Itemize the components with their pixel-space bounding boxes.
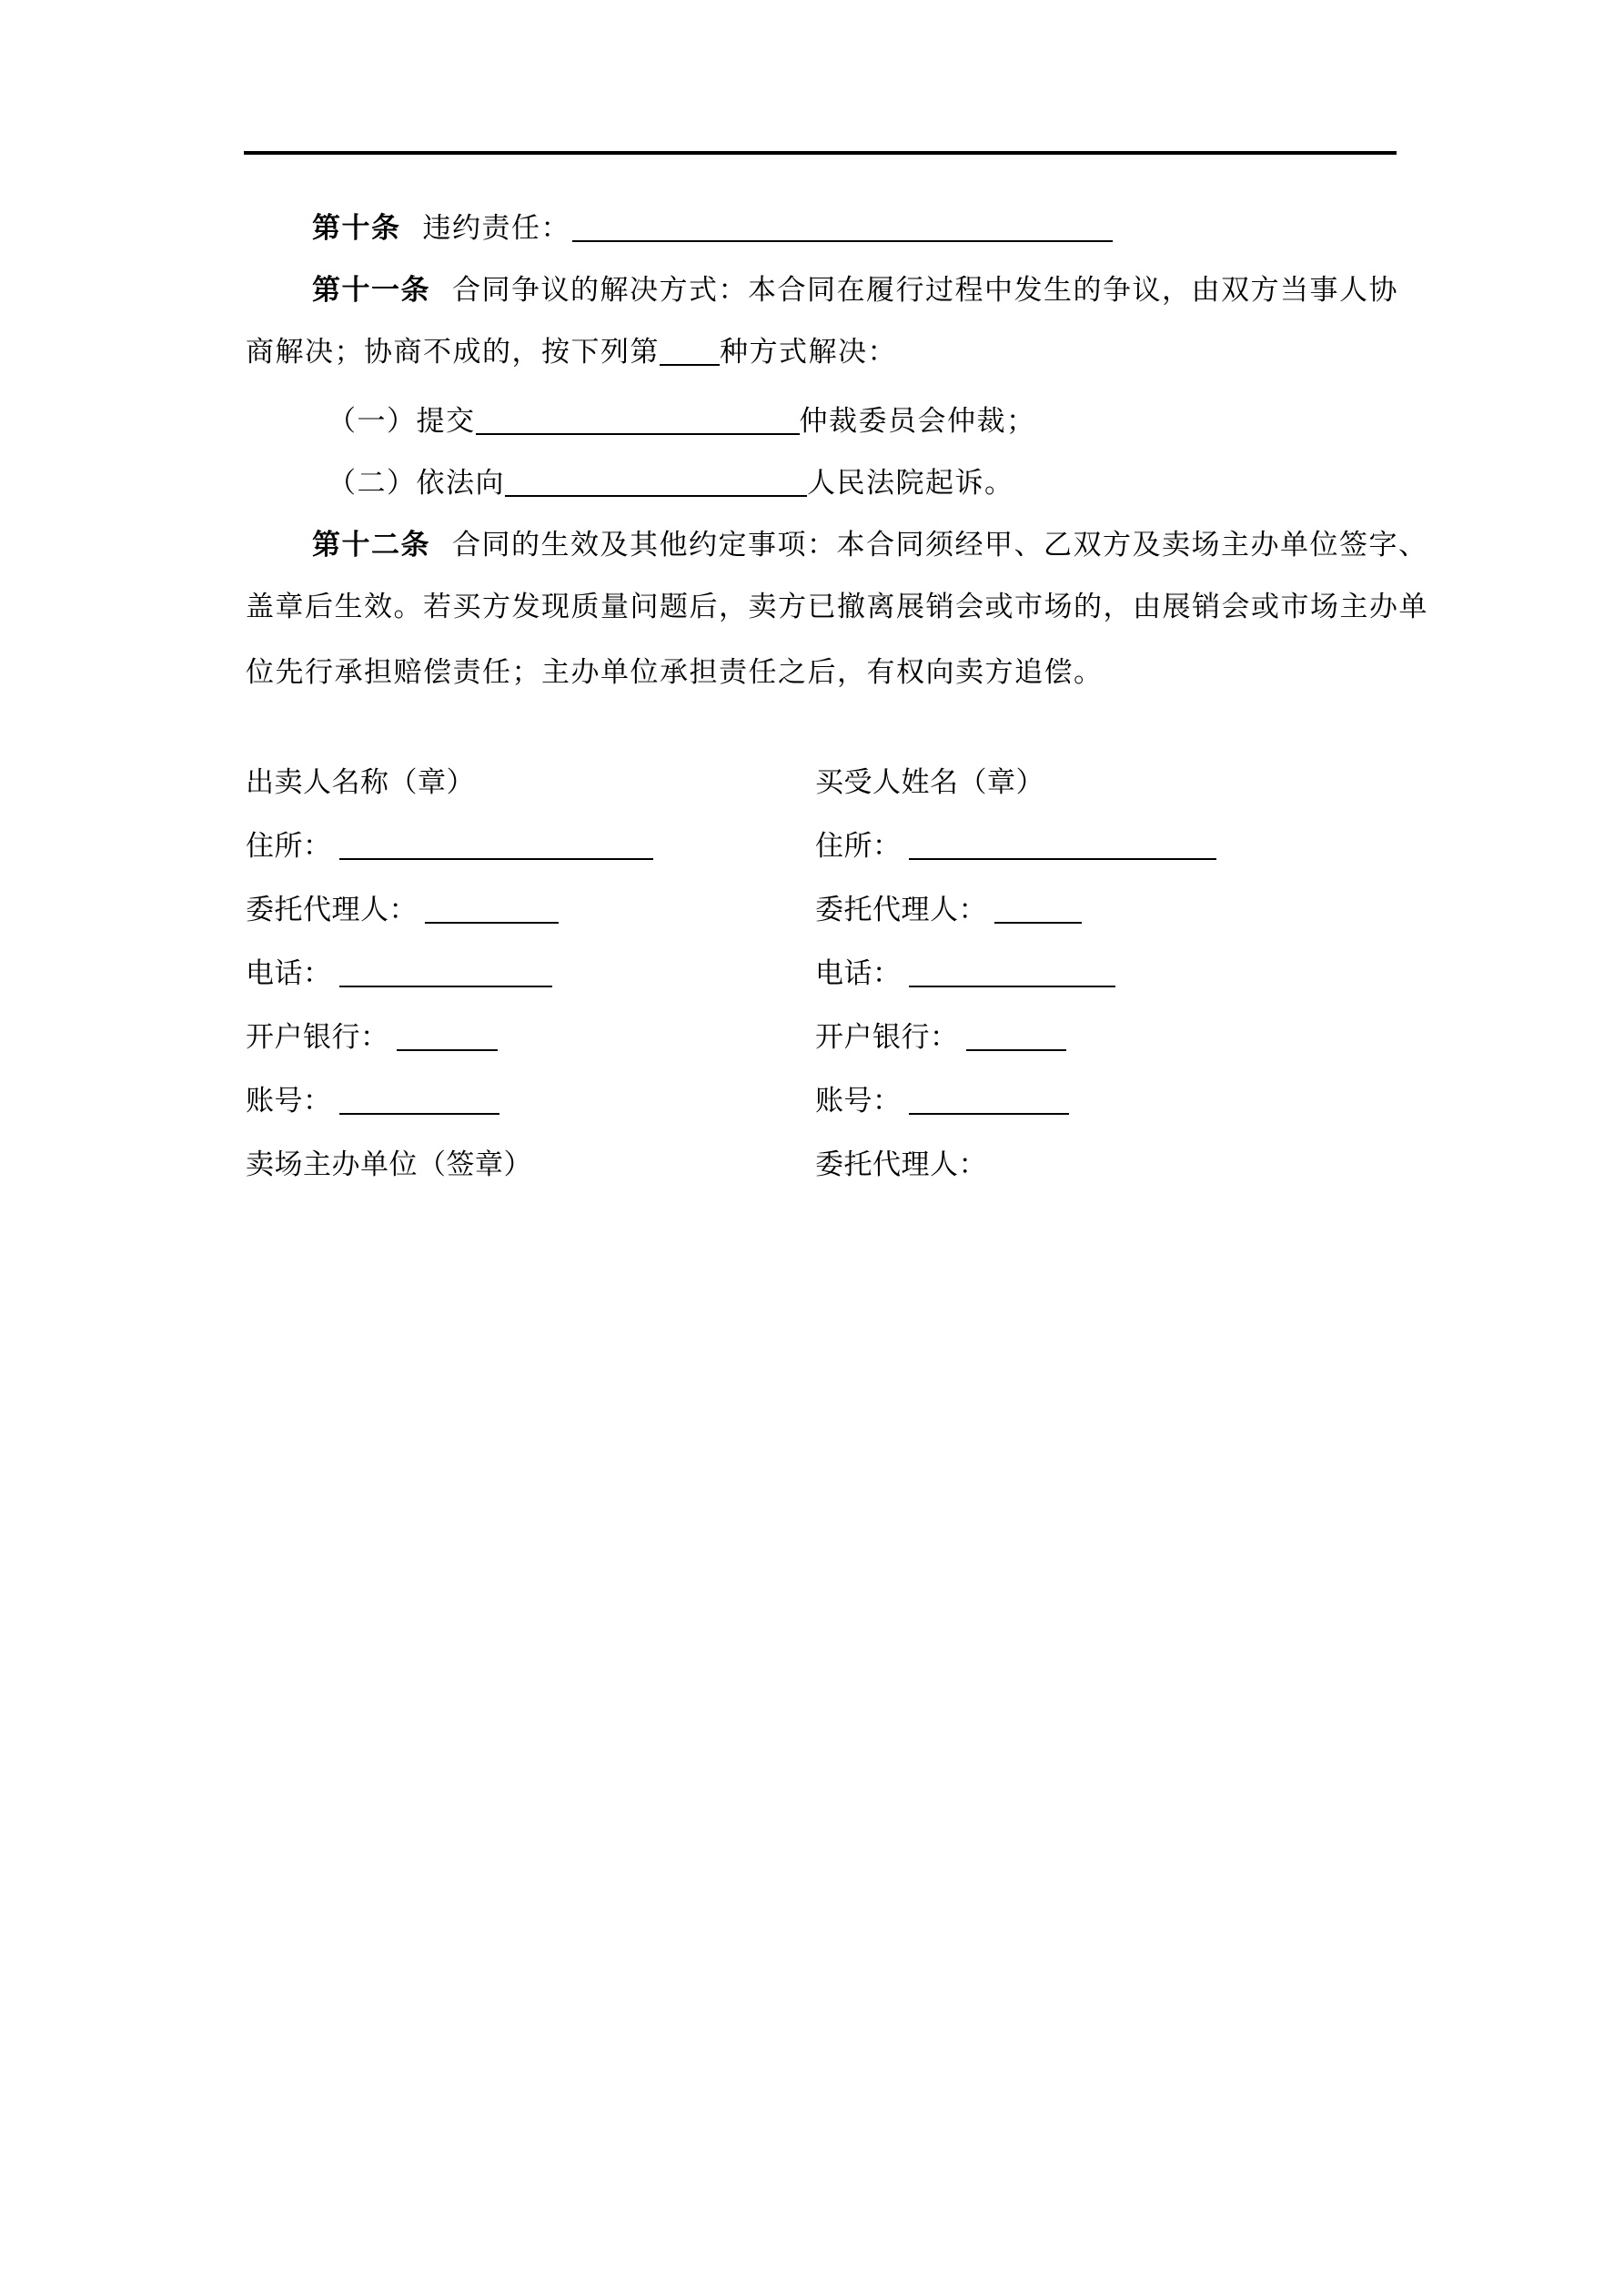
clause-12-line-2 <box>246 576 1428 638</box>
bank-row <box>246 1006 1428 1069</box>
clause-11-line-1 <box>246 259 1398 321</box>
clause-11-text-1: 合同争议的解决方式：本合同在履行过程中发生的争议，由双方当事人协 <box>452 274 1398 306</box>
signature-title-row <box>246 751 1428 814</box>
method-number-blank[interactable] <box>660 333 720 366</box>
seller-phone-label: 电话： <box>246 957 332 989</box>
clause-12-number: 第十二条 <box>312 529 430 561</box>
host-agent-label: 委托代理人： <box>815 1148 987 1180</box>
option-1-post: 仲裁委员会仲裁； <box>799 405 1036 437</box>
market-host-label: 卖场主办单位（签章） <box>246 1148 532 1180</box>
seller-account-blank[interactable] <box>339 1082 499 1115</box>
signature-block <box>246 751 1428 1197</box>
seller-address-blank[interactable] <box>339 827 653 860</box>
clause-12-text-3: 位先行承担赔偿责任；主办单位承担责任之后，有权向卖方追偿。 <box>246 656 1104 688</box>
buyer-agent-blank[interactable] <box>994 891 1082 924</box>
option-1 <box>246 390 1395 452</box>
option-2 <box>246 452 1395 514</box>
seller-address-label: 住所： <box>246 830 332 862</box>
buyer-title: 买受人姓名（章） <box>815 766 1044 798</box>
seller-bank-label: 开户银行： <box>246 1021 389 1053</box>
seller-agent-label: 委托代理人： <box>246 894 418 925</box>
buyer-account-label: 账号： <box>815 1085 902 1117</box>
address-row <box>246 814 1428 878</box>
buyer-phone-label: 电话： <box>815 957 902 989</box>
seller-phone-blank[interactable] <box>339 955 552 987</box>
clause-11-text-2b: 种方式解决： <box>720 336 897 368</box>
court-name-blank[interactable] <box>505 464 807 497</box>
breach-liability-blank[interactable] <box>572 209 1113 242</box>
clause-10-text: 违约责任： <box>422 212 570 244</box>
buyer-bank-label: 开户银行： <box>815 1021 959 1053</box>
option-2-post: 人民法院起诉。 <box>807 467 1014 499</box>
buyer-address-label: 住所： <box>815 830 902 862</box>
arbitration-committee-blank[interactable] <box>476 402 800 435</box>
footer-row <box>246 1133 1428 1197</box>
seller-agent-blank[interactable] <box>425 891 559 924</box>
option-1-pre: （一）提交 <box>328 405 476 437</box>
phone-row <box>246 942 1428 1006</box>
clause-12-text-2: 盖章后生效。若买方发现质量问题后，卖方已撤离展销会或市场的，由展销会或市场主办单 <box>246 591 1428 622</box>
account-row <box>246 1069 1428 1133</box>
buyer-address-blank[interactable] <box>909 827 1216 860</box>
header-rule <box>244 151 1397 155</box>
buyer-phone-blank[interactable] <box>909 955 1115 987</box>
clause-12-line-1 <box>246 514 1428 576</box>
seller-bank-blank[interactable] <box>397 1018 498 1051</box>
buyer-agent-label: 委托代理人： <box>815 894 987 925</box>
clause-12-text-1: 合同的生效及其他约定事项：本合同须经甲、乙双方及卖场主办单位签字、 <box>452 529 1428 561</box>
contract-body <box>246 197 1428 703</box>
seller-title: 出卖人名称（章） <box>246 766 475 798</box>
clause-10-number: 第十条 <box>312 212 401 244</box>
seller-account-label: 账号： <box>246 1085 332 1117</box>
buyer-bank-blank[interactable] <box>966 1018 1066 1051</box>
clause-11-line-2 <box>246 321 1395 383</box>
option-2-pre: （二）依法向 <box>328 467 505 499</box>
clause-12-line-3 <box>246 642 1395 703</box>
buyer-account-blank[interactable] <box>909 1082 1069 1115</box>
clause-11-text-2a: 商解决；协商不成的，按下列第 <box>246 336 660 368</box>
clause-10 <box>246 197 1395 259</box>
agent-row <box>246 878 1428 942</box>
clause-11-number: 第十一条 <box>312 274 430 306</box>
spacer <box>246 383 1395 390</box>
